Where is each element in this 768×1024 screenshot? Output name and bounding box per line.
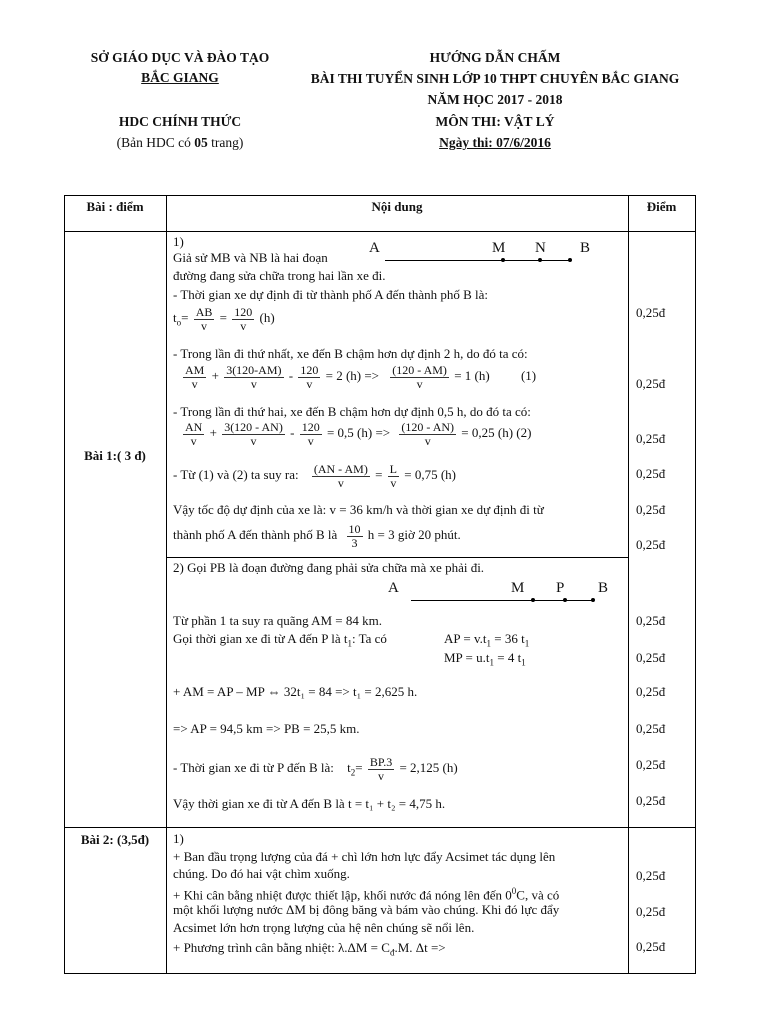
formula-eq3: - Từ (1) và (2) ta suy ra: $\frac{(AN - AM)}{v}$ = $\frac{L}{v}$ = 0,75 (h): [173, 461, 457, 490]
part1-line5: - Trong lần đi thứ nhất, xe đến B chậm hơn dự định 2 h, do đó ta có:: [173, 346, 528, 361]
department-name: SỞ GIÁO DỤC VÀ ĐÀO TẠO: [90, 50, 270, 65]
score: 0,25đ: [636, 650, 666, 665]
part2-mp-eq: MP = $u.t_1 = 4$ $t_1$: [444, 650, 526, 668]
score: 0,25đ: [636, 757, 666, 772]
point-label: M: [511, 580, 525, 596]
score: 0,25đ: [636, 431, 666, 446]
col-header-bai: Bài : điểm: [86, 199, 144, 214]
score: 0,25đ: [636, 793, 666, 808]
point-label: P: [556, 580, 565, 596]
point-label: B: [580, 240, 591, 256]
part2-line3: Gọi thời gian xe đi từ A đến P là $t_1$: Ta có: [173, 631, 387, 649]
col-header-diem: Điểm: [646, 199, 677, 214]
part1-line6: - Trong lần đi thứ hai, xe đến B chậm hơn dự định 0,5 h, do đó ta có:: [173, 404, 531, 419]
bai1-label: Bài 1:( 3 đ): [84, 448, 146, 463]
part1-line3: - Thời gian xe dự định đi từ thành phố A đến thành phố B là:: [173, 287, 489, 302]
part3-line3: + Khi cân bằng nhiệt được thiết lập, khối nước đá nóng lên đến $0^0C$, và có: [173, 886, 560, 903]
score: 0,25đ: [636, 305, 666, 320]
score: 0,25đ: [636, 613, 666, 628]
point-label: B: [598, 580, 609, 596]
score: 0,25đ: [636, 466, 666, 481]
part1-number: 1): [173, 234, 184, 249]
score: 0,25đ: [636, 376, 666, 391]
subject: MÔN THI: VẬT LÝ: [435, 114, 555, 129]
official-label: HDC CHÍNH THỨC: [118, 114, 242, 129]
part1-line1: Giả sử MB và NB là hai đoạn: [173, 250, 328, 265]
part2-line7: - Thời gian xe đi từ P đến B là: $t_2=$ $\frac{BP.3}{v}$ = 2,125 (h): [173, 754, 458, 783]
formula-eq1: $\frac{AM}{v}$ + $\frac{3(120-AM)}{v}$ - $\frac{120}{v}$ = 2 (h) => $\frac{(120 - AM)}{v}$ = 1 (h) (1): [185, 362, 537, 391]
part1-line9: thành phố A đến thành phố B là $\frac{10}{3}$ h = 3 giờ 20 phút.: [173, 521, 461, 550]
province-name: BẮC GIANG: [141, 70, 219, 85]
part2-ap-eq: AP = $v.t_1 = 36$ $t_1$: [444, 631, 530, 649]
score: 0,25đ: [636, 537, 666, 552]
part2-line1: 2) Gọi PB là đoạn đường đang phải sửa chữa mà xe phải đi.: [173, 560, 485, 575]
score: 0,25đ: [636, 868, 666, 883]
doc-title: HƯỚNG DẪN CHẤM: [429, 50, 561, 65]
part3-line2: chúng. Do đó hai vật chìm xuống.: [173, 866, 350, 881]
score: 0,25đ: [636, 684, 666, 699]
part1-line8: Vậy tốc độ dự định của xe là: v = 36 km/h và thời gian xe dự định đi từ: [173, 502, 544, 517]
part3-number: 1): [173, 831, 184, 846]
point-label: A: [369, 240, 380, 256]
col-header-noidung: Nội dung: [371, 199, 423, 214]
part3-line6: + Phương trình cân bằng nhiệt: $\lambda.\Delta M = C_đ.M$. Δt =>: [173, 940, 446, 958]
part3-line1: + Ban đầu trọng lượng của đá + chì lớn hơn lực đẩy Acsimet tác dụng lên: [173, 849, 556, 864]
part2-line2: Từ phần 1 ta suy ra quãng AM = 84 km.: [173, 613, 382, 628]
point-label: M: [492, 240, 506, 256]
point-label: A: [388, 580, 399, 596]
score: 0,25đ: [636, 502, 666, 517]
part2-line6: => AP = 94,5 km => PB = 25,5 km.: [173, 721, 360, 736]
school-year: NĂM HỌC 2017 - 2018: [427, 92, 563, 107]
bai2-label: Bài 2: (3,5đ): [80, 832, 150, 847]
formula-t0: $t_o=$ $\frac{AB}{v}$ = $\frac{120}{v}$ (h): [173, 304, 275, 333]
formula-eq2: $\frac{AN}{v}$ + $\frac{3(120 - AN)}{v}$ - $\frac{120}{v}$ = 0,5 (h) => $\frac{(120 - AN)}{v}$ = 0,25 (h) (2): [185, 419, 532, 448]
page-count-note: (Bản HDC có 05 trang): [116, 135, 244, 150]
part3-line5: Acsimet lớn hơn trọng lượng của hệ nên chúng sẽ nổi lên.: [173, 920, 475, 935]
part3-line4: một khối lượng nước ΔM bị đông băng và bám vào chúng. Khi đó lực đẩy: [173, 902, 560, 917]
score: 0,25đ: [636, 721, 666, 736]
exam-title: BÀI THI TUYỂN SINH LỚP 10 THPT CHUYÊN BẮC GIANG: [310, 71, 680, 86]
point-label: N: [535, 240, 546, 256]
score: 0,25đ: [636, 939, 666, 954]
exam-date: Ngày thi: 07/6/2016: [439, 135, 551, 150]
part2-line5: + AM = AP – MP ⇔ 32t₁ = 84 => t₁ = 2,625 h.: [173, 684, 418, 699]
score: 0,25đ: [636, 904, 666, 919]
part2-line8: Vậy thời gian xe đi từ A đến B là t = t₁ + t₂ = 4,75 h.: [173, 796, 446, 811]
part1-line2: đường đang sửa chữa trong hai lần xe đi.: [173, 268, 386, 283]
